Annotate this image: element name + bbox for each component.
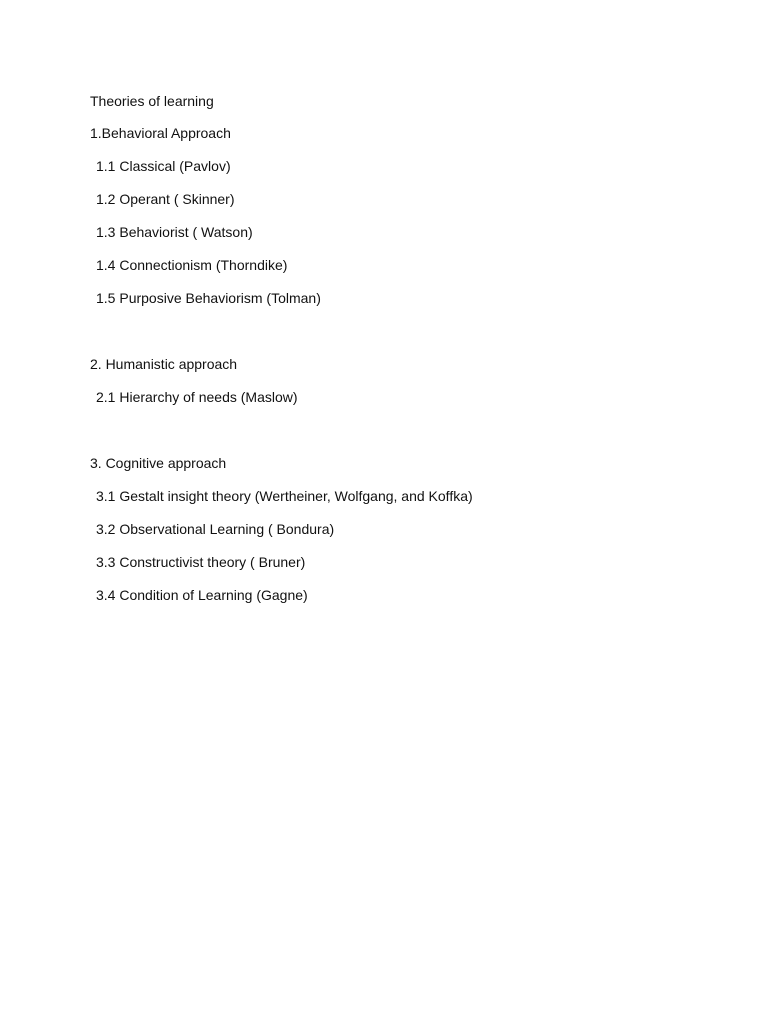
list-item-constructivist: 3.3 Constructivist theory ( Bruner) xyxy=(96,554,306,570)
document-title: Theories of learning xyxy=(90,93,214,109)
blank-line xyxy=(90,322,710,340)
section-heading-behavioral: 1.Behavioral Approach xyxy=(90,125,231,141)
blank-line xyxy=(90,421,710,439)
list-item-purposive-behaviorism: 1.5 Purposive Behaviorism (Tolman) xyxy=(96,290,321,306)
section-heading-humanistic: 2. Humanistic approach xyxy=(90,356,238,372)
list-item-connectionism: 1.4 Connectionism (Thorndike) xyxy=(96,257,288,273)
list-item-observational-learning: 3.2 Observational Learning ( Bondura) xyxy=(96,521,335,537)
section-heading-cognitive: 3. Cognitive approach xyxy=(90,455,227,471)
list-item-condition-of-learning: 3.4 Condition of Learning (Gagne) xyxy=(96,587,308,603)
document-body xyxy=(90,92,710,619)
list-item-operant: 1.2 Operant ( Skinner) xyxy=(96,191,235,207)
list-item-behaviorist: 1.3 Behaviorist ( Watson) xyxy=(96,224,253,240)
list-item-hierarchy-of-needs: 2.1 Hierarchy of needs (Maslow) xyxy=(96,389,298,405)
list-item-classical: 1.1 Classical (Pavlov) xyxy=(96,158,231,174)
list-item-gestalt: 3.1 Gestalt insight theory (Wertheiner, Wolfgang, and Koffka) xyxy=(96,488,473,504)
